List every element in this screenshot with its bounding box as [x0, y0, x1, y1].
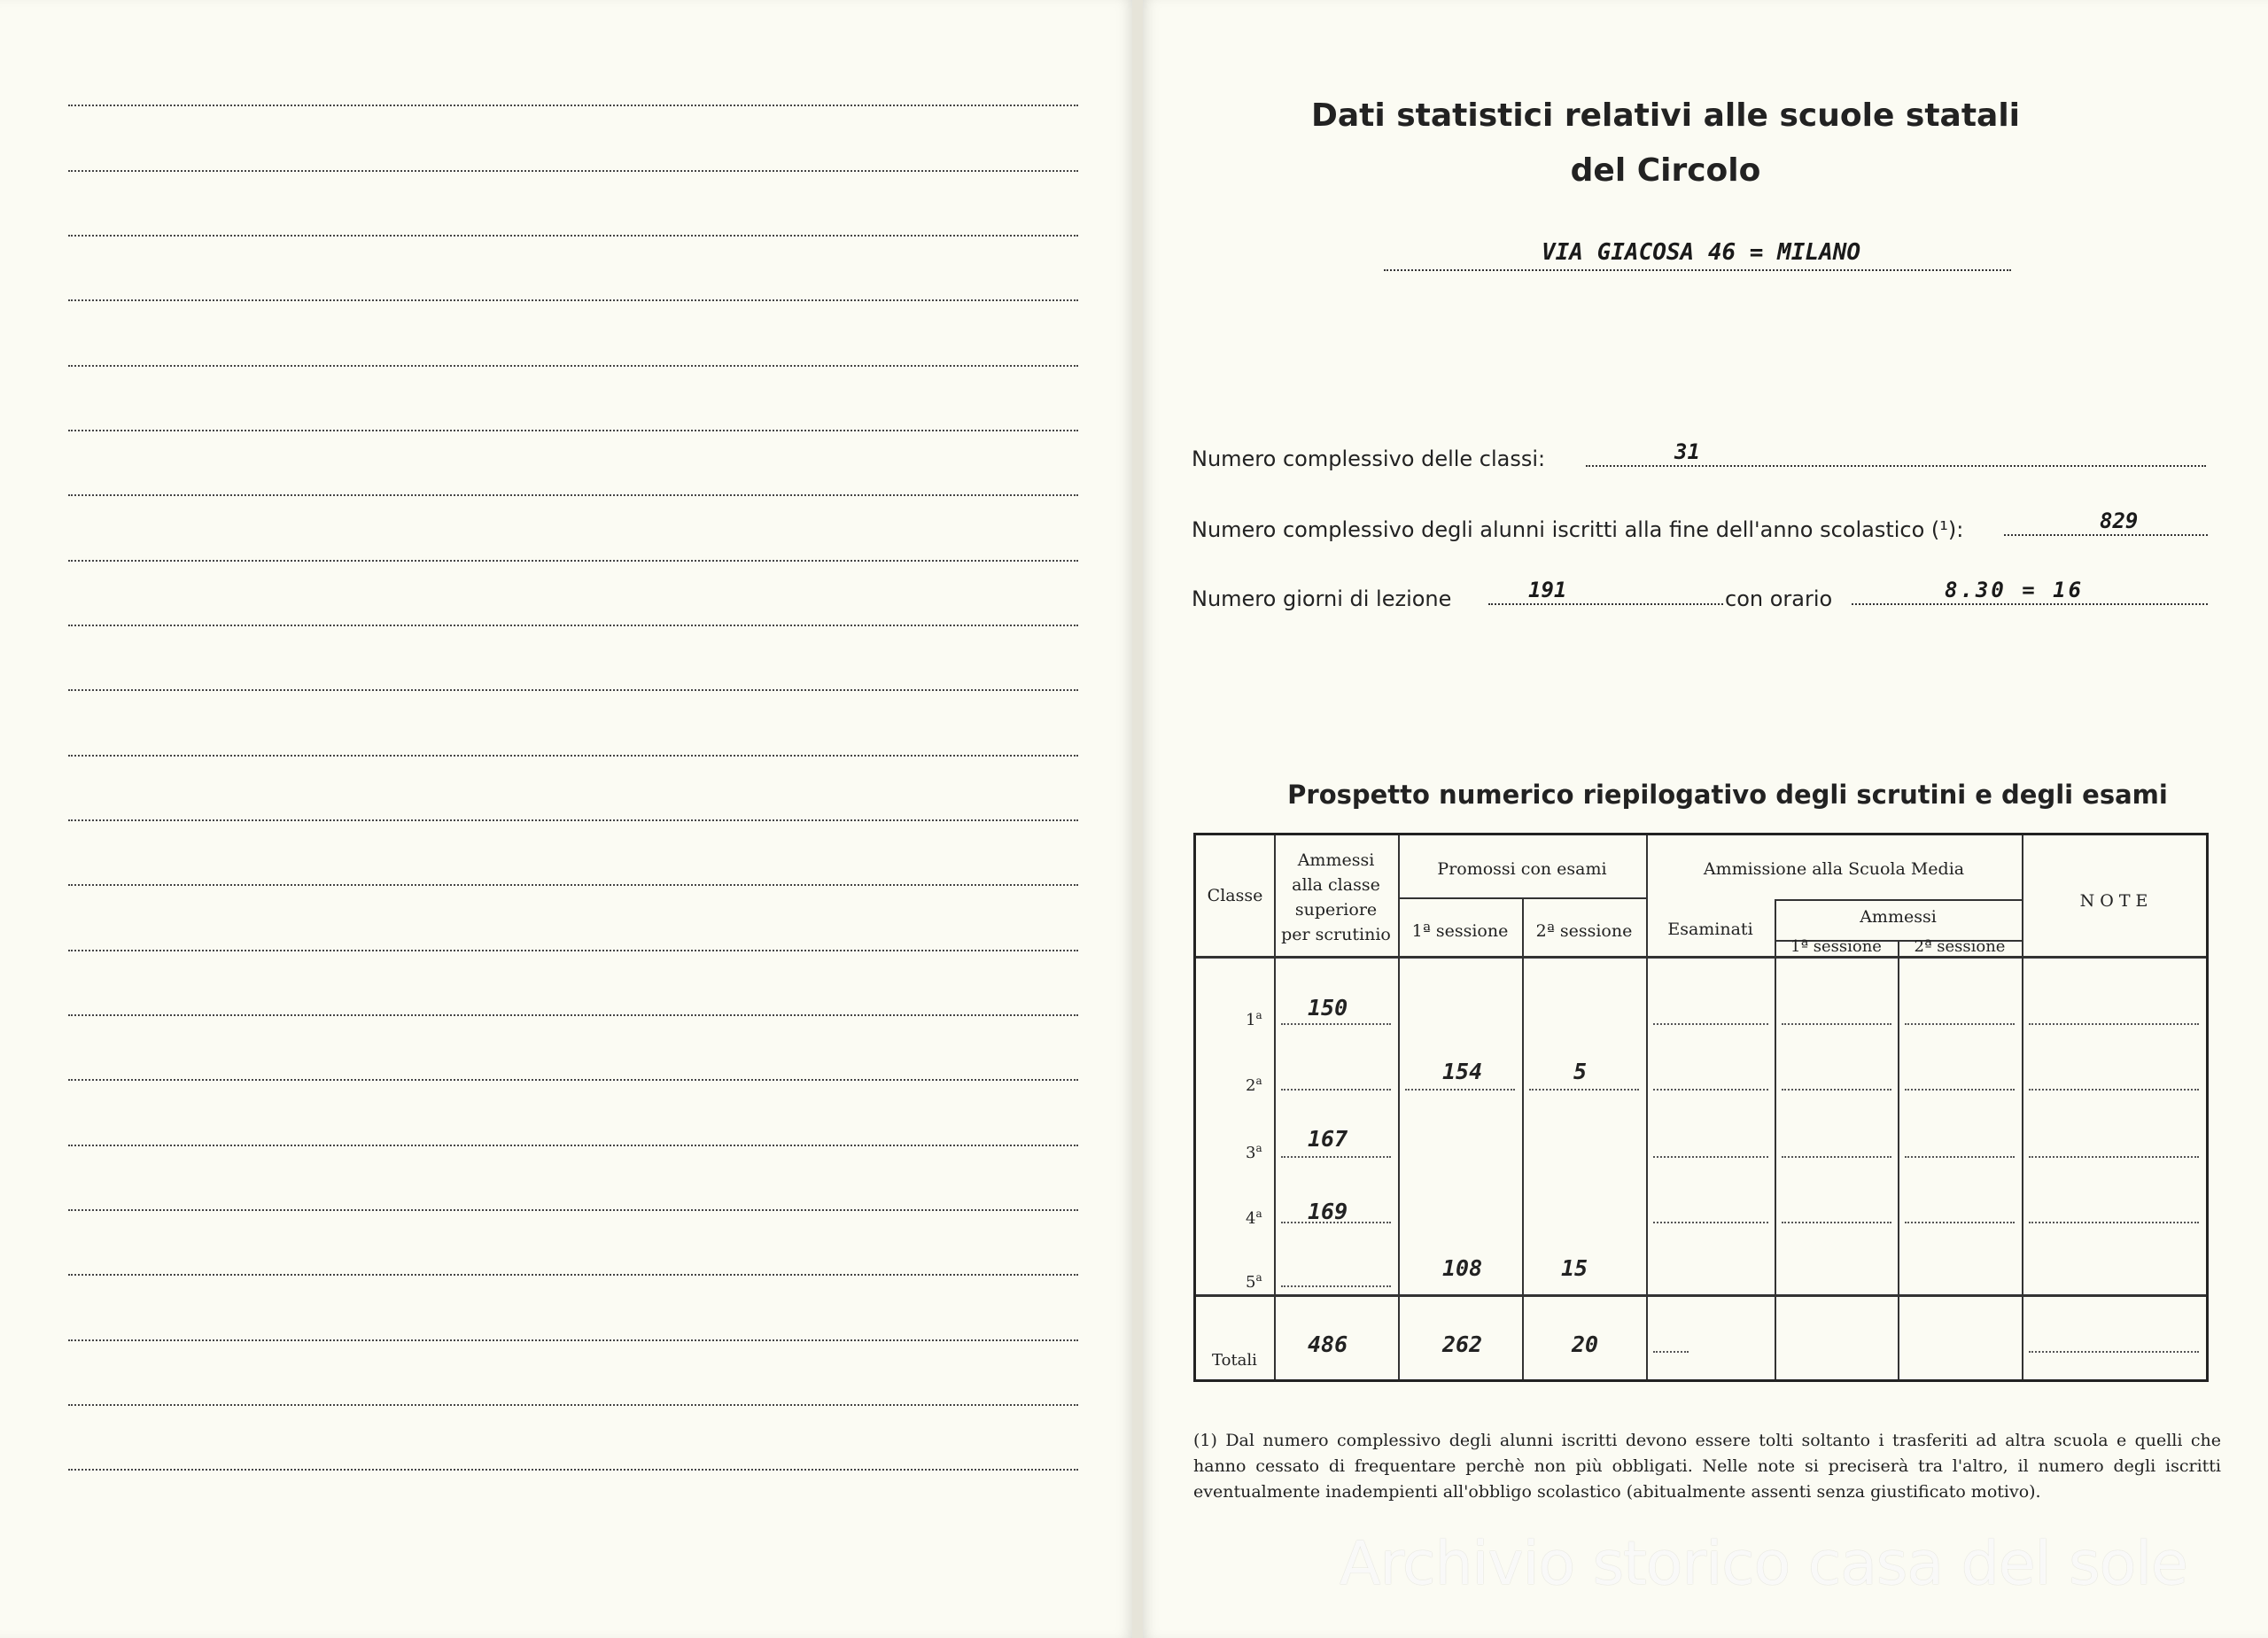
row-label-suffix: a	[1255, 1207, 1262, 1220]
cell-dots	[1782, 1222, 1891, 1223]
cell-prom-s1: 154	[1442, 1059, 1483, 1084]
ruled-line	[68, 625, 1078, 626]
cell-dots	[1905, 1156, 2015, 1158]
page-title	[1240, 89, 2091, 198]
cell-dots	[1405, 1089, 1515, 1091]
cell-prom-s2: 15	[1561, 1255, 1588, 1281]
ruled-line	[68, 430, 1078, 431]
footnote: (1) Dal numero complessivo degli alunni iscritti devono essere tolti soltanto i trasferiti ad altra scuola e quelli che hanno cessato di frequentare perchè non più obbligati. Nelle note si preciserà tra l'altro, il numero degli iscritti eventualmente inadempienti all'obbligo scolastico (abitualmente assenti senza giustificato motivo).	[1193, 1431, 2221, 1502]
book-gutter	[1132, 0, 1143, 1638]
cell-dots	[2029, 1351, 2199, 1353]
header-prom-s1: 1ª sessione	[1411, 921, 1509, 941]
row-label-suffix: a	[1255, 1009, 1262, 1021]
classes-value: 31	[1674, 439, 1700, 464]
cell-prom-s1: 108	[1442, 1255, 1483, 1281]
ruled-line	[68, 950, 1078, 951]
totals-rule	[1196, 1294, 2206, 1297]
col-divider	[1898, 940, 1899, 1379]
ruled-line	[68, 1079, 1078, 1081]
cell-dots	[1653, 1023, 1768, 1025]
cell-dots	[1281, 1156, 1391, 1158]
header-esaminati: Esaminati	[1667, 920, 1753, 939]
classes-dots	[1586, 465, 2206, 467]
cell-dots	[1529, 1089, 1639, 1091]
header-rule	[1398, 897, 1646, 899]
cell-dots	[2029, 1023, 2199, 1025]
cell-prom-s2: 5	[1573, 1059, 1588, 1084]
title-line-1: Dati statistici relativi alle scuole statali	[1310, 97, 2021, 134]
ruled-line	[68, 755, 1078, 757]
header-rule	[1775, 899, 2022, 901]
days-dots	[1488, 603, 1723, 605]
ruled-line	[68, 365, 1078, 367]
left-page	[0, 0, 1132, 1638]
students-dots	[2004, 534, 2208, 536]
cell-dots	[1782, 1089, 1891, 1091]
students-label: Numero complessivo degli alunni iscritti alla fine dell'anno scolastico (¹):	[1192, 517, 1964, 542]
hours-dots	[1852, 603, 2208, 605]
watermark: Archivio storico casa del sole	[1340, 1529, 2187, 1599]
cell-dots	[1653, 1351, 1689, 1353]
stats-table	[1193, 833, 2209, 1382]
cell-dots	[2029, 1156, 2199, 1158]
row-label-number: 3	[1246, 1144, 1256, 1162]
header-ammessi	[1274, 848, 1398, 947]
row-label	[1246, 1207, 1262, 1228]
row-label-number: 2	[1246, 1076, 1256, 1095]
header-amm-s1: 1ª sessione	[1790, 937, 1882, 956]
header-amm-s2: 2ª sessione	[1914, 937, 2006, 956]
ruled-line	[68, 1145, 1078, 1146]
header-ammessi-line: per scrutinio	[1281, 925, 1391, 944]
row-label-suffix: a	[1255, 1271, 1262, 1284]
cell-dots	[1782, 1023, 1891, 1025]
row-label	[1246, 1075, 1262, 1095]
ruled-line	[68, 819, 1078, 821]
cell-dots	[1281, 1089, 1391, 1091]
ruled-line	[68, 1404, 1078, 1406]
ruled-line	[68, 1209, 1078, 1211]
header-promossi: Promossi con esami	[1437, 859, 1607, 879]
cell-dots	[1281, 1285, 1391, 1287]
total-ammessi: 486	[1308, 1331, 1348, 1357]
cell-ammessi: 150	[1308, 995, 1348, 1021]
row-label-suffix: a	[1255, 1075, 1262, 1087]
cell-dots	[1653, 1222, 1768, 1223]
classes-label: Numero complessivo delle classi:	[1192, 446, 1546, 471]
row-label-number: 4	[1246, 1209, 1256, 1228]
row-label-number: 1	[1246, 1011, 1256, 1029]
days-value: 191	[1528, 578, 1567, 602]
header-ammessi-line: superiore	[1294, 900, 1378, 920]
header-prom-s2: 2ª sessione	[1535, 921, 1633, 941]
ruled-line	[68, 1014, 1078, 1016]
total-prom-s1: 262	[1442, 1331, 1483, 1357]
ruled-line	[68, 235, 1078, 237]
totals-label: Totali	[1212, 1351, 1257, 1370]
ruled-line	[68, 170, 1078, 172]
cell-dots	[2029, 1089, 2199, 1091]
cell-dots	[1782, 1156, 1891, 1158]
ruled-line	[68, 689, 1078, 691]
col-divider	[1398, 835, 1400, 1379]
students-value: 829	[2100, 508, 2139, 533]
cell-dots	[1905, 1089, 2015, 1091]
cell-dots	[1905, 1222, 2015, 1223]
row-label	[1246, 1009, 1262, 1029]
header-ammessi-sm: Ammessi	[1860, 907, 1937, 927]
address-text: VIA GIACOSA 46 = MILANO	[1542, 239, 1861, 266]
col-divider	[2022, 835, 2023, 1379]
row-label-number: 5	[1246, 1273, 1256, 1292]
ruled-line	[68, 1339, 1078, 1341]
hours-label: con orario	[1725, 586, 1833, 611]
ruled-line	[68, 884, 1078, 886]
header-classe: Classe	[1207, 886, 1263, 905]
header-ammessi-line: alla classe	[1292, 875, 1380, 895]
row-label	[1246, 1142, 1262, 1162]
header-ammessi-line: Ammessi	[1297, 850, 1375, 870]
cell-dots	[2029, 1222, 2199, 1223]
col-divider	[1522, 897, 1524, 1379]
header-ammissione: Ammissione alla Scuola Media	[1703, 859, 1965, 879]
total-prom-s2: 20	[1572, 1331, 1599, 1357]
row-label-suffix: a	[1255, 1142, 1262, 1154]
col-divider	[1775, 899, 1776, 1379]
header-note: N O T E	[2079, 891, 2148, 911]
ruled-line	[68, 1469, 1078, 1471]
cell-dots	[1653, 1156, 1768, 1158]
cell-ammessi: 167	[1308, 1126, 1348, 1152]
table-title: Prospetto numerico riepilogativo degli scrutini e degli esami	[1287, 780, 2168, 810]
header-rule	[1196, 956, 2206, 959]
row-label	[1246, 1271, 1262, 1292]
days-label: Numero giorni di lezione	[1192, 586, 1452, 611]
ruled-line	[68, 299, 1078, 301]
cell-ammessi: 169	[1308, 1199, 1348, 1224]
ruled-line	[68, 105, 1078, 106]
ruled-line	[68, 560, 1078, 562]
ruled-line	[68, 1274, 1078, 1276]
cell-dots	[1281, 1023, 1391, 1025]
cell-dots	[1905, 1023, 2015, 1025]
cell-dots	[1653, 1089, 1768, 1091]
title-line-2: del Circolo	[1570, 152, 1761, 189]
hours-value: 8.30 = 16	[1945, 578, 2085, 602]
ruled-line	[68, 494, 1078, 496]
